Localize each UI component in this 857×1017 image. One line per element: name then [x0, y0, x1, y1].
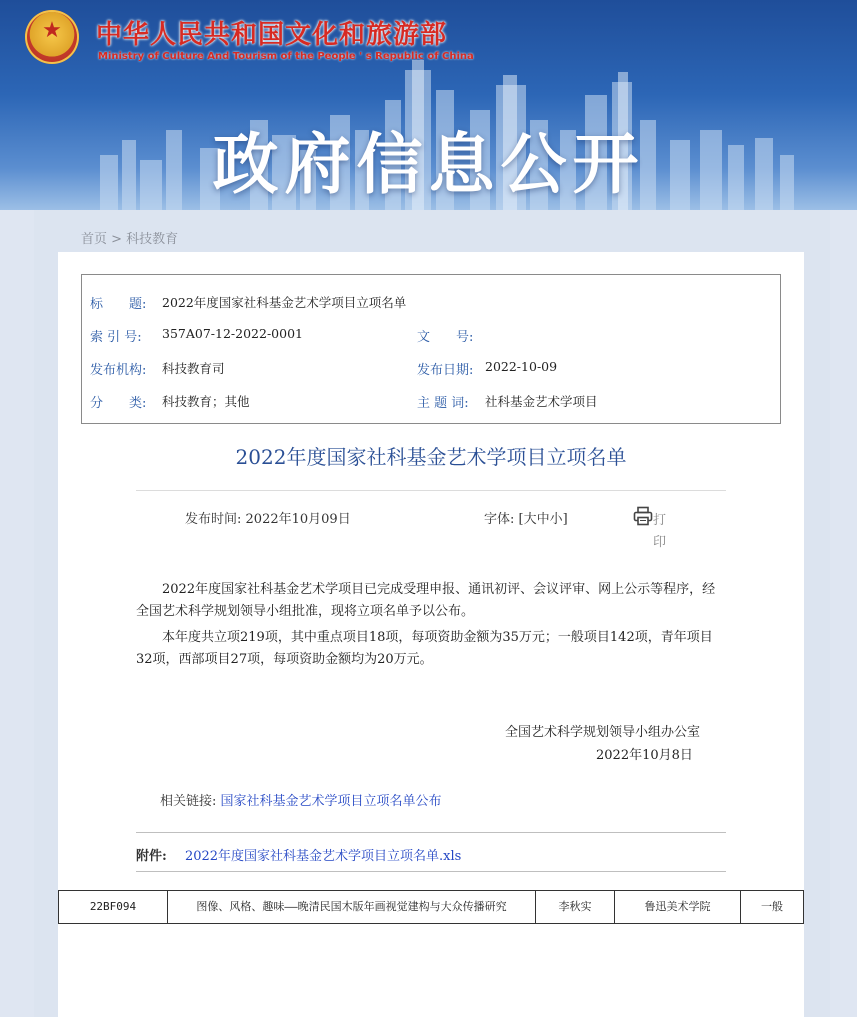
attachment-divider-top — [136, 832, 726, 833]
breadcrumb[interactable]: 首页 > 科技教育 — [81, 232, 179, 247]
meta-category-key: 分 类: — [90, 396, 147, 411]
cell-principal: 李秋实 — [536, 891, 615, 923]
attachment-link[interactable]: 2022年度国家社科基金艺术学项目立项名单.xls — [184, 849, 462, 864]
header-banner — [0, 0, 857, 210]
cell-project-type: 一般 — [761, 900, 783, 913]
meta-date-key: 发布日期: — [417, 363, 474, 378]
article-paragraph-2: 本年度共立项219项，其中重点项目18项，每项资助金额为35万元；一般项目142项，青年项目32项，西部项目27项，每项资助金额均为20万元。 — [136, 630, 713, 667]
related-link[interactable]: 国家社科基金艺术学项目立项名单公布 — [220, 794, 442, 809]
font-size-label: 字体: — [484, 512, 515, 527]
meta-title-value: 2022年度国家社科基金艺术学项目立项名单 — [162, 295, 407, 310]
cell-project-title: 图像、风格、趣味——晚清民国木版年画视觉建构与大众传播研究 — [168, 891, 536, 923]
font-size-options[interactable]: [大中小] — [518, 512, 568, 527]
meta-docno-key: 文 号: — [417, 330, 474, 345]
attachment-row — [136, 845, 461, 864]
sign-date: 2022年10月8日 — [596, 748, 693, 763]
cell-institution: 鲁迅美术学院 — [615, 891, 741, 923]
emblem-star-icon: ★ — [42, 18, 62, 43]
meta-topic-key: 主 题 词: — [417, 396, 469, 411]
publish-time — [185, 508, 351, 527]
publish-time-label: 发布时间: — [185, 512, 242, 527]
print-button-label[interactable]: 打印 — [653, 513, 667, 550]
article-paragraph-1: 2022年度国家社科基金艺术学项目已完成受理申报、通讯初评、会议评审、网上公示等程序，经全国艺术科学规划领导小组批准，现将立项名单予以公布。 — [136, 582, 716, 619]
printer-icon[interactable] — [633, 506, 653, 526]
hero-title: 政府信息公开 — [212, 126, 645, 203]
meta-title-key: 标 题: — [90, 297, 147, 312]
national-emblem-icon — [25, 10, 79, 64]
meta-org-value: 科技教育司 — [162, 361, 225, 376]
title-divider — [136, 490, 726, 491]
related-links — [160, 790, 442, 809]
meta-index-value: 357A07-12-2022-0001 — [162, 326, 303, 341]
publish-time-value: 2022年10月09日 — [245, 512, 351, 527]
metadata-box — [81, 274, 781, 424]
font-size-control — [484, 508, 568, 527]
meta-date-value: 2022-10-09 — [485, 359, 558, 374]
meta-index-key: 索 引 号: — [90, 330, 142, 345]
cell-project-id: 22BF094 — [59, 891, 168, 923]
project-table-row — [58, 890, 804, 924]
attachment-label: 附件: — [136, 849, 167, 864]
related-links-label: 相关链接: — [160, 794, 217, 809]
ministry-name-en: Ministry of Culture And Tourism of the People ' s Republic of China — [98, 51, 474, 62]
signer: 全国艺术科学规划领导小组办公室 — [505, 725, 701, 740]
meta-category-value: 科技教育；其他 — [162, 394, 250, 409]
article-title: 2022年度国家社科基金艺术学项目立项名单 — [235, 445, 627, 469]
meta-org-key: 发布机构: — [90, 363, 147, 378]
meta-topic-value: 社科基金艺术学项目 — [485, 394, 598, 409]
attachment-divider-bottom — [136, 871, 726, 872]
ministry-name-cn: 中华人民共和国文化和旅游部 — [96, 20, 448, 50]
